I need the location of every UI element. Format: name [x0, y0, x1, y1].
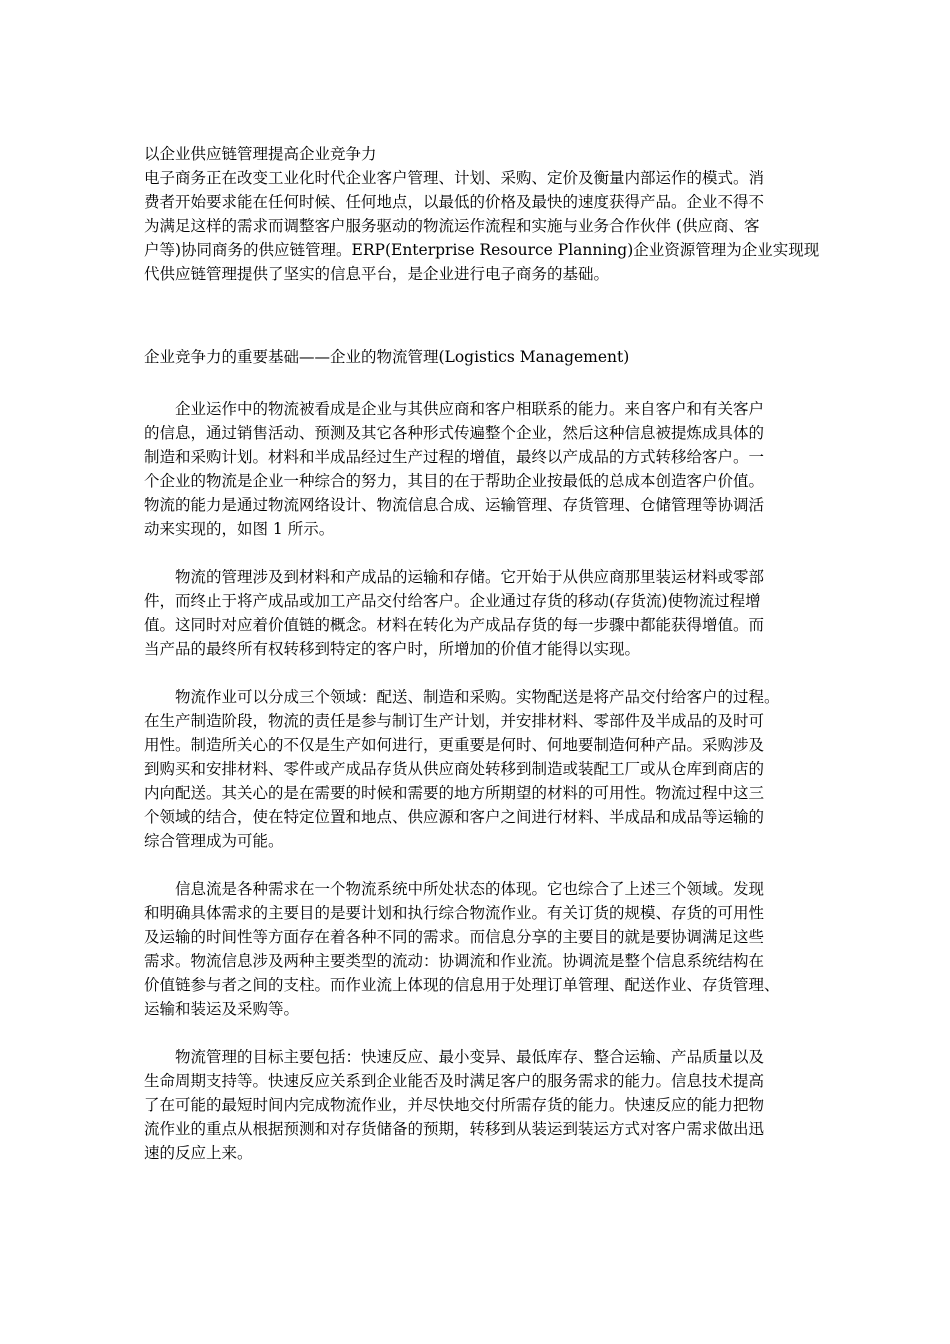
- paragraph-line: 物流管理的目标主要包括：快速反应、最小变异、最低库存、整合运输、产品质量以及: [144, 1048, 765, 1066]
- paragraph-line: 生命周期支持等。快速反应关系到企业能否及时满足客户的服务需求的能力。信息技术提高: [144, 1072, 765, 1090]
- paragraph-line: 综合管理成为可能。: [144, 832, 284, 850]
- paragraph-line: 及运输的时间性等方面存在着各种不同的需求。而信息分享的主要目的就是要协调满足这些: [144, 928, 765, 946]
- paragraph-line: 了在可能的最短时间内完成物流作业，并尽快地交付所需存货的能力。快速反应的能力把物: [144, 1096, 765, 1114]
- spacer: [144, 661, 808, 685]
- paragraph-line: 流作业的重点从根据预测和对存货储备的预期，转移到从装运到装运方式对客户需求做出迅: [144, 1120, 765, 1138]
- paragraph-line: 物流作业可以分成三个领域：配送、制造和采购。实物配送是将产品交付给客户的过程。: [144, 688, 780, 706]
- paragraph-line: 需求。物流信息涉及两种主要类型的流动：协调流和作业流。协调流是整个信息系统结构在: [144, 952, 765, 970]
- paragraph-line: 信息流是各种需求在一个物流系统中所处状态的体现。它也综合了上述三个领域。发现: [144, 880, 765, 898]
- paragraph-line: 和明确具体需求的主要目的是要计划和执行综合物流作业。有关订货的规模、存货的可用性: [144, 904, 765, 922]
- paragraph-line: 在生产制造阶段，物流的责任是参与制订生产计划，并安排材料、零部件及半成品的及时可: [144, 712, 765, 730]
- intro-line: 为满足这样的需求而调整客户服务驱动的物流运作流程和实施与业务合作伙伴 (供应商、客: [144, 217, 760, 235]
- intro-line: 代供应链管理提供了坚实的信息平台，是企业进行电子商务的基础。: [144, 265, 610, 283]
- paragraph-line: 价值链参与者之间的支柱。而作业流上体现的信息用于处理订单管理、配送作业、存货管理、: [144, 976, 780, 994]
- spacer: [144, 369, 808, 397]
- spacer: [144, 1021, 808, 1045]
- paragraph-line: 个领域的结合，使在特定位置和地点、供应源和客户之间进行材料、半成品和成品等运输的: [144, 808, 765, 826]
- paragraph-line: 速的反应上来。: [144, 1144, 253, 1162]
- intro-paragraph: [144, 166, 820, 286]
- paragraph-line: 内向配送。其关心的是在需要的时候和需要的地方所期望的材料的可用性。物流过程中这三: [144, 784, 765, 802]
- section-heading: 企业竞争力的重要基础——企业的物流管理(Logistics Management): [144, 348, 630, 366]
- spacer: [144, 853, 808, 877]
- paragraph-line: 制造和采购计划。材料和半成品经过生产过程的增值，最终以产成品的方式转移给客户。一: [144, 448, 765, 466]
- paragraph-line: 用性。制造所关心的不仅是生产如何进行，更重要是何时、何地要制造何种产品。采购涉及: [144, 736, 765, 754]
- paragraph-line: 值。这同时对应着价值链的概念。材料在转化为产成品存货的每一步骤中都能获得增值。而: [144, 616, 765, 634]
- body-paragraph-4: [144, 877, 808, 1021]
- intro-line: 费者开始要求能在任何时候、任何地点，以最低的价格及最快的速度获得产品。企业不得不: [144, 193, 765, 211]
- document-title: 以企业供应链管理提高企业竞争力: [144, 145, 377, 163]
- body-paragraph-3: [144, 685, 808, 853]
- body-paragraph-2: [144, 565, 808, 661]
- document-page: [144, 142, 820, 1165]
- body-paragraph-1: [144, 397, 808, 541]
- intro-line: 户等)协同商务的供应链管理。ERP(Enterprise Resource Planning)企业资源管理为企业实现现: [144, 241, 820, 259]
- paragraph-line: 个企业的物流是企业一种综合的努力，其目的在于帮助企业按最低的总成本创造客户价值。: [144, 472, 765, 490]
- paragraph-line: 物流的管理涉及到材料和产成品的运输和存储。它开始于从供应商那里装运材料或零部: [144, 568, 765, 586]
- paragraph-line: 件，而终止于将产成品或加工产品交付给客户。企业通过存货的移动(存货流)使物流过程增: [144, 592, 761, 610]
- intro-line: 电子商务正在改变工业化时代企业客户管理、计划、采购、定价及衡量内部运作的模式。消: [144, 169, 765, 187]
- spacer: [144, 541, 808, 565]
- body-paragraph-5: [144, 1045, 808, 1165]
- paragraph-line: 的信息，通过销售活动、预测及其它各种形式传遍整个企业，然后这种信息被提炼成具体的: [144, 424, 765, 442]
- paragraph-line: 动来实现的，如图 1 所示。: [144, 520, 335, 538]
- paragraph-line: 到购买和安排材料、零件或产成品存货从供应商处转移到制造或装配工厂或从仓库到商店的: [144, 760, 765, 778]
- spacer: [144, 286, 808, 345]
- paragraph-line: 企业运作中的物流被看成是企业与其供应商和客户相联系的能力。来自客户和有关客户: [144, 400, 765, 418]
- paragraph-line: 当产品的最终所有权转移到特定的客户时，所增加的价值才能得以实现。: [144, 640, 641, 658]
- paragraph-line: 运输和装运及采购等。: [144, 1000, 300, 1018]
- paragraph-line: 物流的能力是通过物流网络设计、物流信息合成、运输管理、存货管理、仓储管理等协调活: [144, 496, 765, 514]
